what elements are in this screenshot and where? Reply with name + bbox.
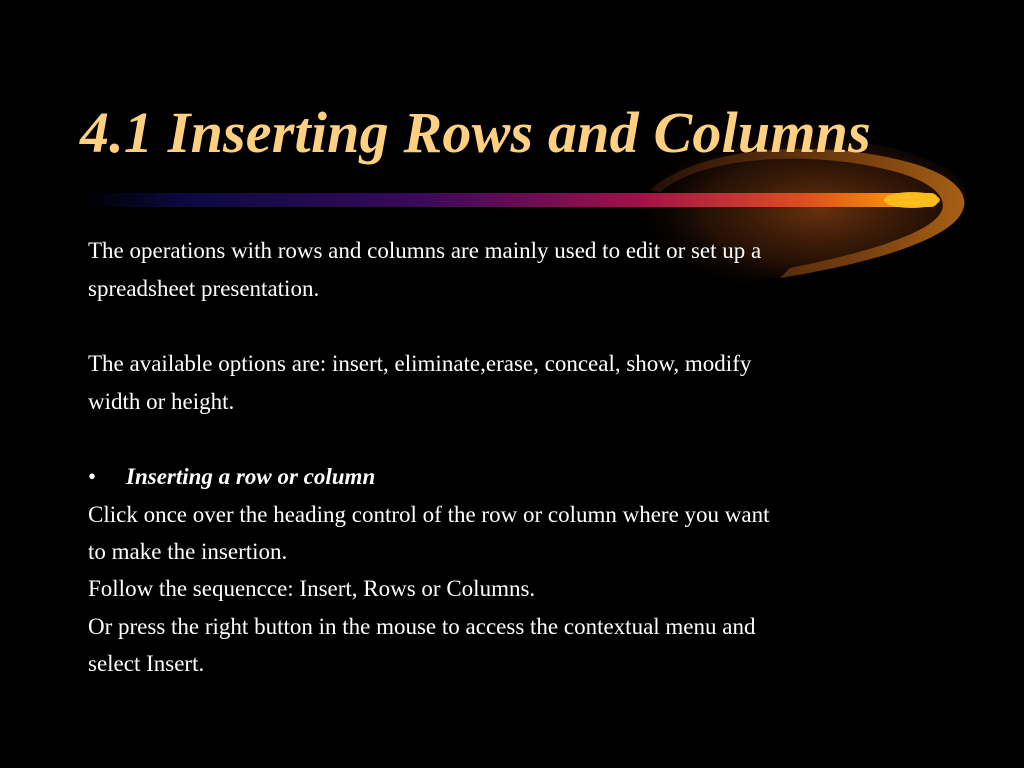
- bullet-symbol: •: [88, 464, 97, 489]
- instruction-line-1: Click once over the heading control of the row or column where you want: [88, 502, 770, 527]
- instruction-line-3: Follow the sequencce: Insert, Rows or Columns.: [88, 576, 536, 601]
- paragraph-1-line-1: The operations with rows and columns are mainly used to edit or set up a: [88, 238, 762, 263]
- paragraph-2-line-1: The available options are: insert, eliminate,erase, conceal, show, modify: [88, 351, 752, 376]
- paragraph-2-line-2: width or height.: [88, 389, 235, 414]
- instruction-line-5: select Insert.: [88, 651, 205, 676]
- bullet-item: [88, 458, 375, 495]
- instruction-line-2: to make the insertion.: [88, 539, 288, 564]
- bullet-label: Inserting a row or column: [126, 464, 376, 489]
- slide-title: 4.1 Inserting Rows and Columns: [80, 100, 871, 165]
- instruction-line-4: Or press the right button in the mouse to access the contextual menu and: [88, 614, 756, 639]
- stripe: [80, 193, 938, 207]
- paragraph-1-line-2: spreadsheet presentation.: [88, 276, 320, 301]
